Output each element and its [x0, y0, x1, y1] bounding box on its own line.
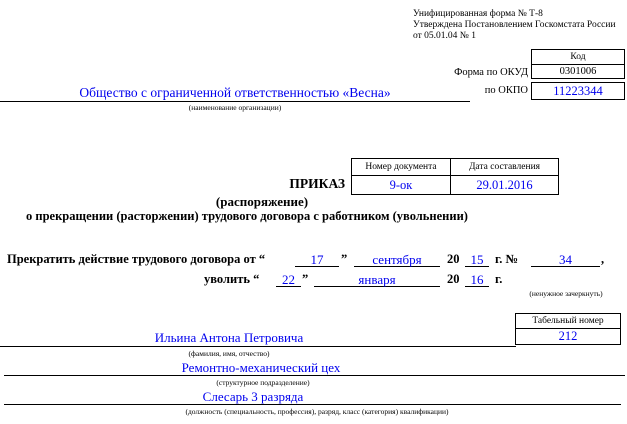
doc-date-value[interactable]: 29.01.2016 — [451, 176, 559, 195]
dismissal-day-field[interactable]: 22 — [276, 272, 301, 287]
form-ref-line-1: Унифицированная форма № Т-8 — [413, 9, 543, 19]
contract-number-field[interactable]: 34 — [531, 252, 600, 267]
employee-name-caption: (фамилия, имя, отчество) — [188, 349, 270, 358]
okud-label: Форма по ОКУД — [454, 67, 528, 78]
department-field[interactable]: Ремонтно-механический цех — [181, 360, 341, 375]
doc-number-value[interactable]: 9-ок — [352, 176, 451, 195]
employee-name-field[interactable]: Ильина Антона Петровича — [154, 330, 304, 345]
dismissal-month-field[interactable]: января — [314, 272, 440, 287]
strike-note-caption: (ненужное зачеркнуть) — [529, 289, 603, 298]
termination-month-field[interactable]: сентября — [354, 252, 440, 267]
employee-name-rule — [0, 346, 516, 347]
position-rule — [4, 404, 621, 405]
position-field[interactable]: Слесарь 3 разряда — [202, 389, 304, 404]
termination-year-field[interactable]: 15 — [465, 252, 489, 267]
form-ref-line-2: Утверждена Постановлением Госкомстата России — [413, 20, 616, 30]
doc-number-header: Номер документа — [352, 159, 451, 176]
okpo-label: по ОКПО — [484, 85, 528, 96]
year-prefix-2: 20 — [447, 272, 460, 286]
personnel-number-table — [515, 313, 621, 345]
close-quote-1: ” — [341, 252, 348, 266]
year-suffix: г. — [495, 272, 503, 286]
termination-day-field[interactable]: 17 — [295, 252, 339, 267]
organization-name-field[interactable]: Общество с ограниченной ответственностью «Весна» — [0, 85, 470, 102]
dismiss-label: уволить “ — [204, 272, 260, 286]
code-header-cell: Код — [531, 49, 625, 65]
department-rule — [4, 375, 625, 376]
code-table — [531, 49, 625, 100]
organization-caption: (наименование организации) — [188, 103, 282, 112]
number-label: г. № — [495, 252, 519, 266]
personnel-number-value[interactable]: 212 — [515, 328, 621, 345]
year-prefix-1: 20 — [447, 252, 460, 266]
personnel-number-header: Табельный номер — [515, 313, 621, 329]
comma: , — [601, 252, 605, 266]
doc-info-table — [351, 158, 559, 195]
doc-date-header: Дата составления — [451, 159, 559, 176]
order-title: ПРИКАЗ — [289, 176, 345, 191]
okud-value-cell[interactable]: 0301006 — [531, 64, 625, 79]
okpo-value-cell[interactable]: 11223344 — [531, 82, 625, 100]
terminate-label: Прекратить действие трудового договора от “ — [7, 252, 266, 266]
order-subtitle: (распоряжение) — [215, 194, 309, 209]
position-caption: (должность (специальность, профессия), разряд, класс (категория) квалификации) — [185, 407, 449, 416]
form-ref-line-3: от 05.01.04 № 1 — [413, 31, 476, 41]
order-subject: о прекращении (расторжении) трудового договора с работником (увольнении) — [26, 209, 468, 223]
form-reference-note — [413, 9, 616, 42]
dismissal-year-field[interactable]: 16 — [465, 272, 489, 287]
department-caption: (структурное подразделение) — [216, 378, 310, 387]
close-quote-2: ” — [302, 272, 309, 286]
